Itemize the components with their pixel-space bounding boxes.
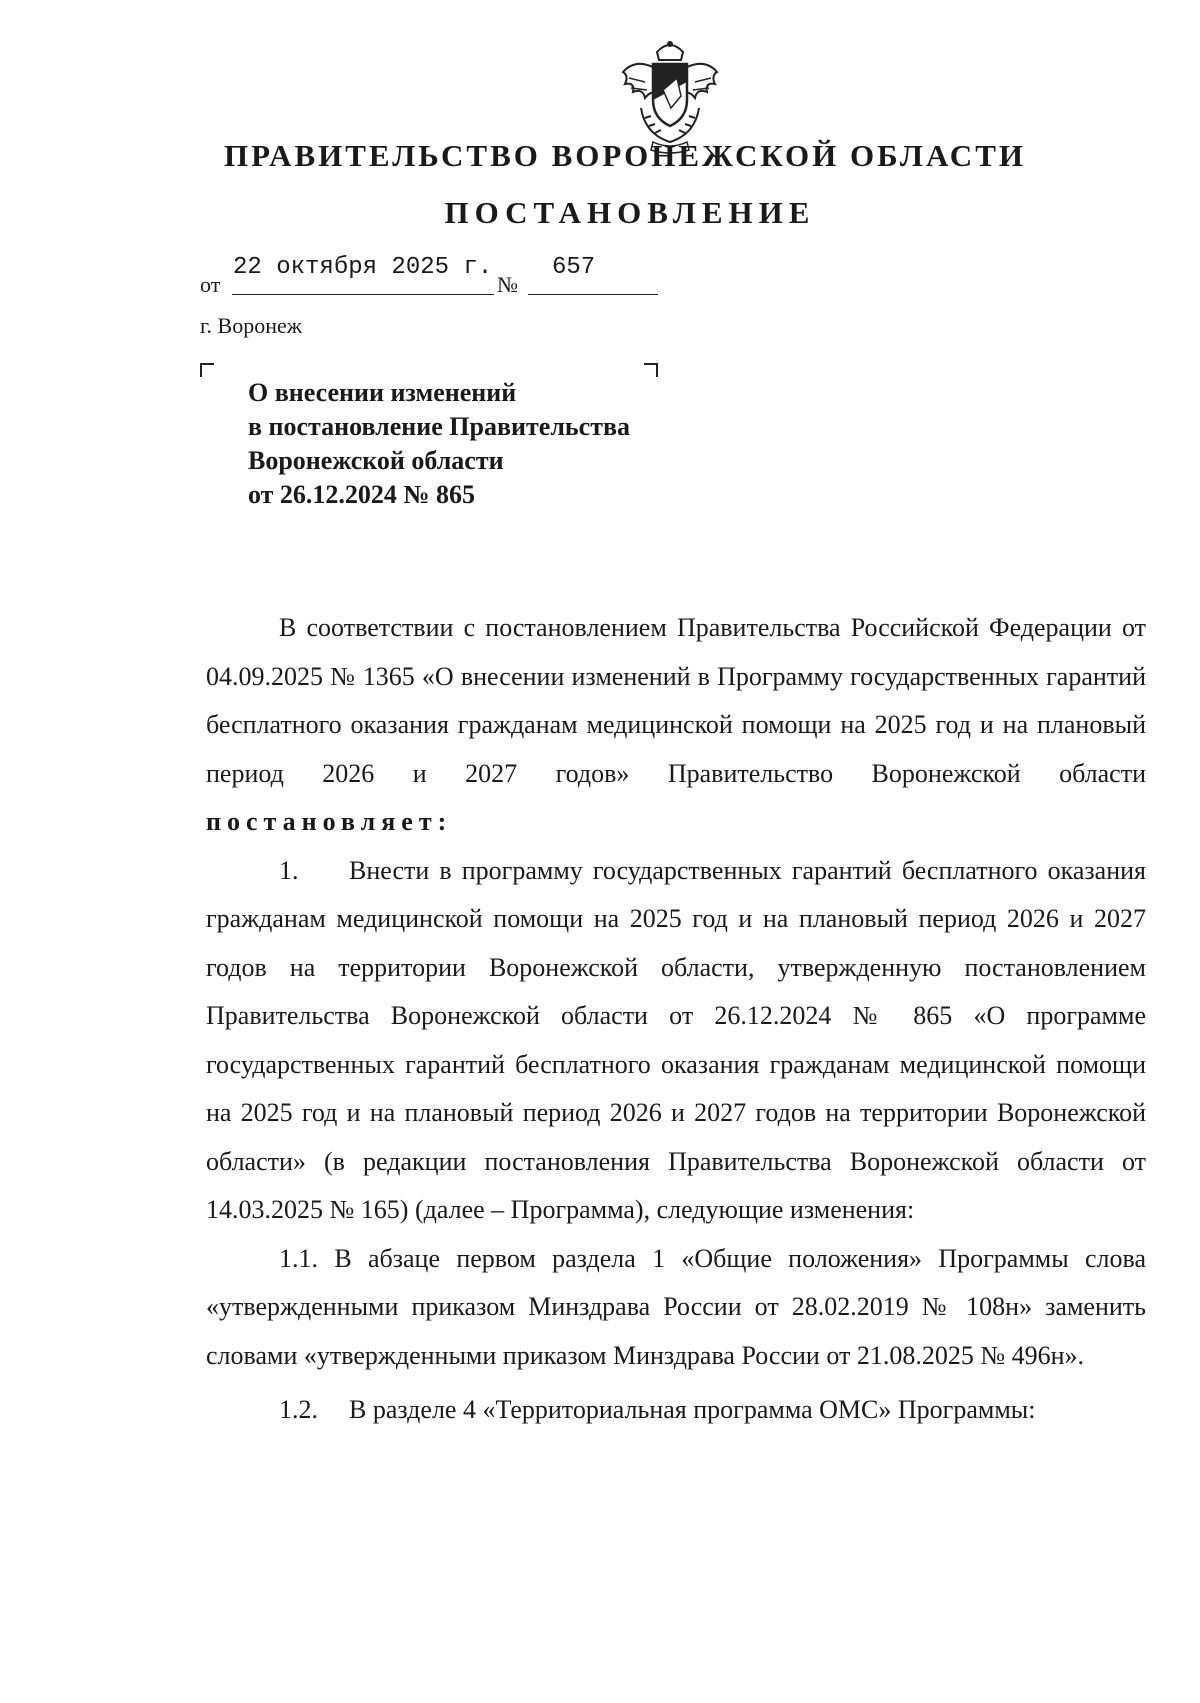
intro-text: В соответствии с постановлением Правительства Российской Федерации от 04.09.2025 № 1365 «О внесении изменений в Программу государственных гарантий бесплатного оказания гражданам медицинской помощи на 2025 год и на плановый период 2026 и 2027 годов» Правительство Воронежской области: [206, 613, 1146, 788]
item-1-2-paragraph: [206, 1386, 1146, 1435]
city-name: г. Воронеж: [200, 313, 302, 338]
corner-mark-right: [644, 363, 658, 377]
document-number: 657: [552, 254, 596, 281]
date-prefix: от: [200, 272, 221, 297]
item-1-paragraph: [206, 847, 1146, 1235]
item-1-number: 1.: [279, 855, 299, 885]
date-number-row: [200, 250, 670, 297]
decree-word: постановляет:: [206, 807, 453, 836]
organization-title: ПРАВИТЕЛЬСТВО ВОРОНЕЖСКОЙ ОБЛАСТИ: [224, 138, 1026, 173]
number-prefix: №: [497, 272, 518, 297]
number-underline: [528, 294, 658, 295]
document-subject: [248, 376, 688, 512]
document-type-title: ПОСТАНОВЛЕНИЕ: [444, 195, 816, 230]
item-1-2-number: 1.2.: [279, 1395, 318, 1424]
subject-line: в постановление Правительства: [248, 412, 631, 441]
corner-mark-left: [200, 363, 214, 377]
intro-paragraph: [206, 604, 1146, 847]
date-underline: [232, 294, 494, 295]
item-1-2-text: В разделе 4 «Территориальная программа ОМС» Программы:: [349, 1395, 1036, 1424]
document-date: 22 октября 2025 г.: [233, 254, 493, 281]
document-body: [206, 604, 1146, 1435]
item-1-text: Внести в программу государственных гарантий бесплатного оказания гражданам медицинской помощи на 2025 год и на плановый период 2026 и 2027 годов на территории Воронежской области, утвержденную постановлением Правительства Воронежской области от 26.12.2024 № 865 «О программе государственных гарантий бесплатного оказания гражданам медицинской помощи на 2025 год и на плановый период 2026 и 2027 годов на территории Воронежской области» (в редакции постановления Правительства Воронежской области от 14.03.2025 № 165) (далее – Программа), следующие изменения:: [206, 855, 1146, 1224]
subject-line: от 26.12.2024 № 865: [248, 480, 476, 509]
subject-line: Воронежской области: [248, 446, 504, 475]
item-1-1-paragraph: 1.1. В абзаце первом раздела 1 «Общие положения» Программы слова «утвержденными приказом Минздрава России от 28.02.2019 № 108н» заменить словами «утвержденными приказом Минздрава России от 21.08.2025 № 496н».: [206, 1243, 1146, 1370]
subject-line: О внесении изменений: [248, 378, 517, 407]
